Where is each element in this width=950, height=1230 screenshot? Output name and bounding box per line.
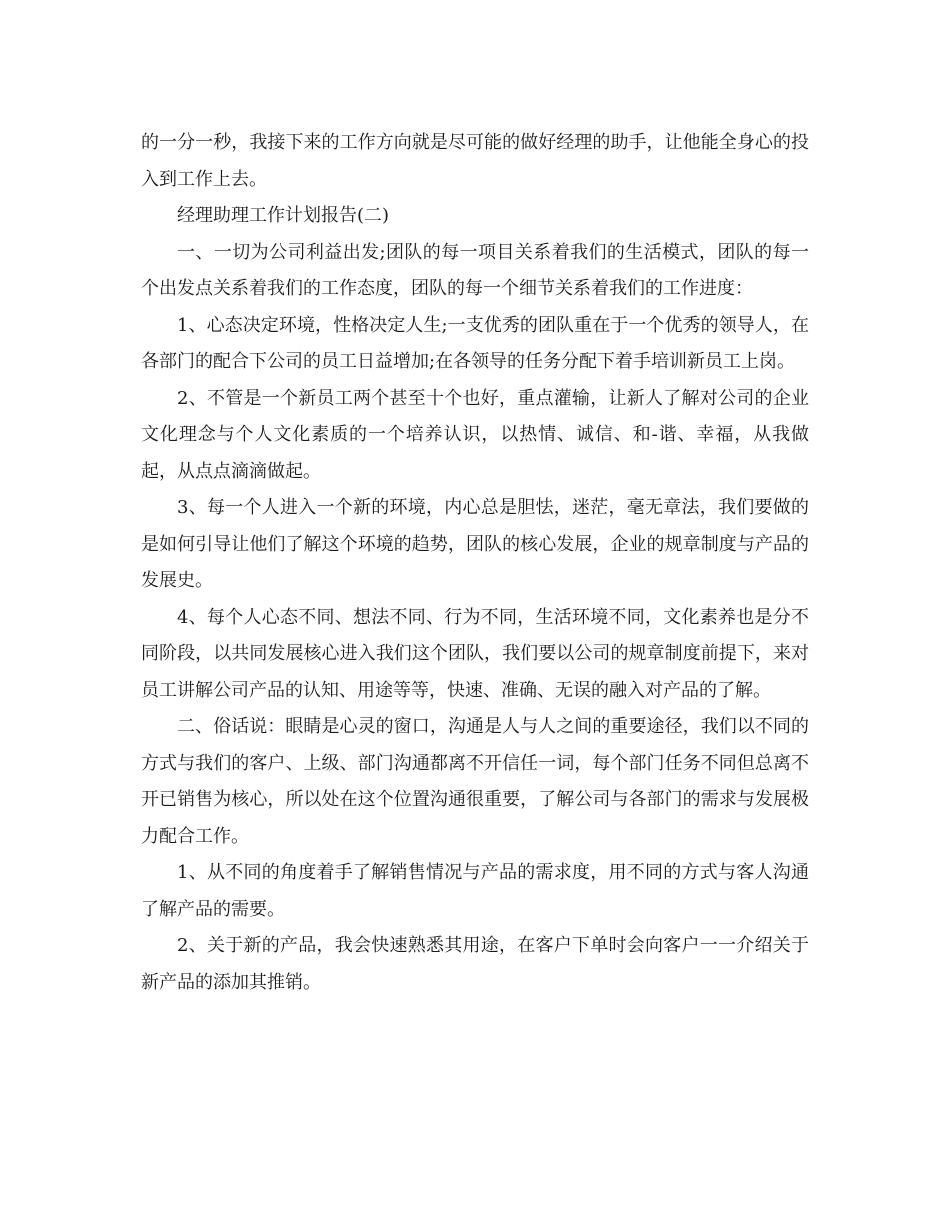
paragraph-point-one: 一、一切为公司利益出发;团队的每一项目关系着我们的生活模式，团队的每一个出发点关系着我们的工作态度，团队的每一个细节关系着我们的工作进度： bbox=[141, 241, 809, 299]
paragraph-item-2b: 2、关于新的产品，我会快速熟悉其用途，在客户下单时会向客户一一介绍关于新产品的添加其推销。 bbox=[141, 935, 809, 993]
section-heading: 经理助理工作计划报告(二) bbox=[177, 205, 390, 226]
document-body bbox=[141, 125, 809, 1001]
paragraph-continuation: 的一分一秒，我接下来的工作方向就是尽可能的做好经理的助手，让他能全身心的投入到工作上去。 bbox=[141, 132, 809, 190]
paragraph-point-two: 二、俗话说：眼睛是心灵的窗口，沟通是人与人之间的重要途径，我们以不同的方式与我们的客户、上级、部门沟通都离不开信任一词，每个部门任务不同但总离不开已销售为核心，所以处在这个位置沟通很重要，了解公司与各部门的需求与发展极力配合工作。 bbox=[141, 716, 809, 847]
paragraph-item-1: 1、心态决定环境，性格决定人生;一支优秀的团队重在于一个优秀的领导人，在各部门的配合下公司的员工日益增加;在各领导的任务分配下着手培训新员工上岗。 bbox=[141, 314, 809, 372]
paragraph-item-3: 3、每一个人进入一个新的环境，内心总是胆怯，迷茫，毫无章法，我们要做的是如何引导让他们了解这个环境的趋势，团队的核心发展，企业的规章制度与产品的发展史。 bbox=[141, 497, 809, 591]
paragraph-item-4: 4、每个人心态不同、想法不同、行为不同，生活环境不同，文化素养也是分不同阶段，以共同发展核心进入我们这个团队，我们要以公司的规章制度前提下，来对员工讲解公司产品的认知、用途等等，快速、准确、无误的融入对产品的了解。 bbox=[141, 606, 809, 701]
paragraph-item-1b: 1、从不同的角度着手了解销售情况与产品的需求度，用不同的方式与客人沟通了解产品的需要。 bbox=[141, 862, 809, 920]
paragraph-item-2: 2、不管是一个新员工两个甚至十个也好，重点灌输，让新人了解对公司的企业文化理念与个人文化素质的一个培养认识，以热情、诚信、和-谐、幸福，从我做起，从点点滴滴做起。 bbox=[141, 387, 809, 482]
